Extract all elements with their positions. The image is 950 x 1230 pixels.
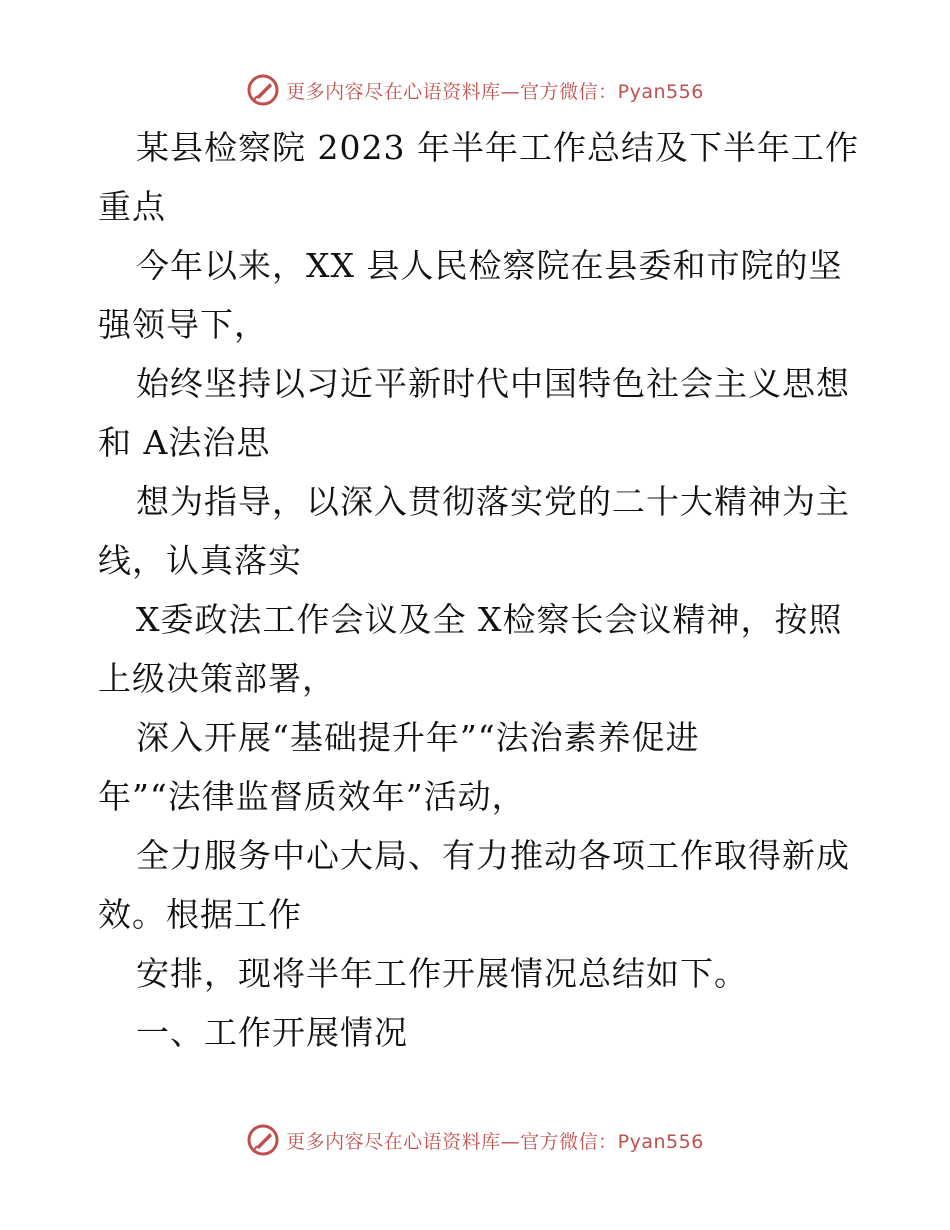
footer-watermark	[0, 1122, 950, 1158]
doc-line: 想为指导，以深入贯彻落实党的二十大精神为主	[136, 482, 850, 521]
quill-pen-logo-icon	[246, 1123, 280, 1157]
doc-line: 强领导下，	[98, 305, 268, 344]
doc-line: 全力服务中心大局、有力推动各项工作取得新成	[136, 836, 850, 875]
doc-line: 年”“法律监督质效年”活动，	[98, 777, 526, 816]
doc-line: 线，认真落实	[98, 541, 302, 580]
doc-line: 效。根据工作	[98, 895, 302, 934]
doc-line: 安排，现将半年工作开展情况总结如下。	[136, 954, 748, 993]
doc-line: X委政法工作会议及全 X检察长会议精神，按照	[136, 600, 843, 639]
doc-line: 重点	[98, 187, 166, 226]
quill-pen-logo-icon	[246, 73, 280, 107]
doc-line: 始终坚持以习近平新时代中国特色社会主义思想	[136, 364, 850, 403]
watermark-text: 更多内容尽在心语资料库—官方微信：Pyan556	[286, 80, 704, 103]
doc-line: 今年以来，XX 县人民检察院在县委和市院的坚	[136, 246, 843, 285]
document-body	[98, 118, 858, 1062]
watermark-text: 更多内容尽在心语资料库—官方微信：Pyan556	[286, 1130, 704, 1153]
doc-line: 和 A法治思	[98, 423, 271, 462]
doc-line: 上级决策部署，	[98, 659, 336, 698]
header-watermark	[0, 72, 950, 108]
doc-line: 深入开展“基础提升年”“法治素养促进	[136, 718, 700, 757]
doc-line: 某县检察院 2023 年半年工作总结及下半年工作	[136, 128, 859, 167]
section-heading: 一、工作开展情况	[136, 1013, 408, 1052]
